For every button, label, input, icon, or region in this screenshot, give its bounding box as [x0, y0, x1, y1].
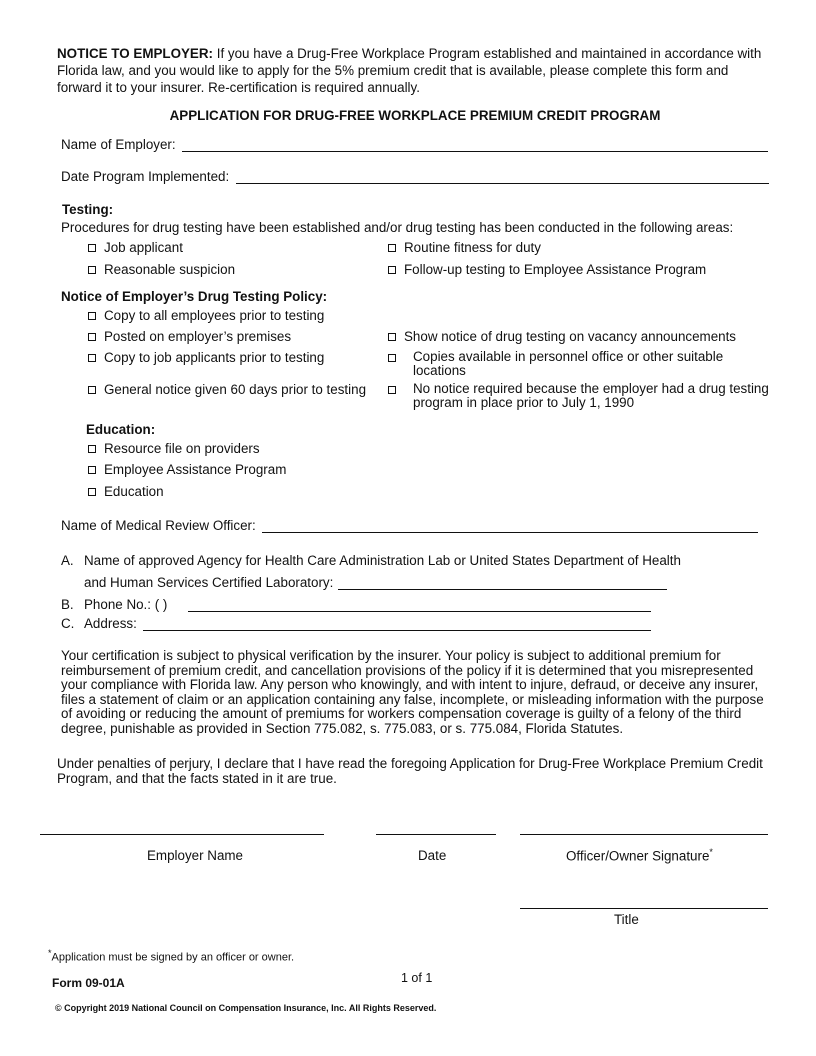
checkbox[interactable]: [388, 386, 396, 394]
checkbox[interactable]: [388, 244, 396, 252]
checkbox[interactable]: [388, 333, 396, 341]
notice-body: If you have a Drug-Free Workplace Program established and maintained in accordance with Florida law, and you would like to apply for the 5% premium credit that is available, please complete this form and forward it to your insurer. Re-certification is required annually.: [57, 46, 762, 95]
title-caption: Title: [614, 912, 639, 927]
checkbox[interactable]: [88, 244, 96, 252]
testing-option-job-applicant[interactable]: Job applicant: [88, 240, 183, 255]
mro-label: Name of Medical Review Officer:: [61, 518, 256, 533]
certification-paragraph: Your certification is subject to physical verification by the insurer. Your policy is subject to additional premium for reimbursement of premium credit, and cancellation provisions of the policy if it is determined that you misrepresented your compliance with Florida law. Any person who knowingly, and with intent to injure, defraud, or deceive any insurer, files a statement of claim or an application containing any false, incomplete, or misleading information with the purpose of avoiding or reducing the amount of premiums for workers compensation coverage is guilty of a felony of the third degree, punishable as provided in Section 775.082, s. 775.083, or s. 775.084, Florida Statutes.: [61, 648, 764, 736]
lab-a-line2: and Human Services Certified Laboratory:: [84, 575, 334, 590]
checkbox[interactable]: [88, 445, 96, 453]
policy-heading: Notice of Employer’s Drug Testing Policy:: [61, 289, 328, 304]
policy-option-vacancy-announcements[interactable]: Show notice of drug testing on vacancy announcements: [388, 329, 736, 344]
policy-option-no-notice-required[interactable]: No notice required because the employer had a drug testing program in place prior to July 1, 1990: [388, 382, 773, 410]
lab-name-field[interactable]: [338, 589, 667, 590]
date-caption: Date: [418, 848, 447, 863]
checkbox[interactable]: [88, 386, 96, 394]
checkbox[interactable]: [388, 266, 396, 274]
employer-name-label: Name of Employer:: [61, 137, 176, 152]
checkbox[interactable]: [88, 312, 96, 320]
officer-signature-caption: Officer/Owner Signature*: [566, 847, 713, 864]
page-title: APPLICATION FOR DRUG-FREE WORKPLACE PREMIUM CREDIT PROGRAM: [169, 108, 661, 123]
notice-heading: NOTICE TO EMPLOYER:: [57, 46, 213, 61]
lab-a-marker: A.: [61, 553, 74, 568]
education-option-education[interactable]: Education: [88, 484, 164, 499]
testing-intro: Procedures for drug testing have been established and/or drug testing has been conducted in the following areas:: [61, 220, 734, 235]
testing-option-reasonable-suspicion[interactable]: Reasonable suspicion: [88, 262, 235, 277]
employer-name-signature-line[interactable]: [40, 834, 324, 835]
title-signature-line[interactable]: [520, 908, 768, 909]
phone-field[interactable]: [188, 611, 651, 612]
page-number: 1 of 1: [401, 971, 433, 985]
employer-name-caption: Employer Name: [147, 848, 243, 863]
address-field[interactable]: [143, 630, 651, 631]
date-signature-line[interactable]: [376, 834, 496, 835]
footnote: *Application must be signed by an officer or owner.: [48, 948, 295, 964]
date-implemented-field[interactable]: [236, 183, 769, 184]
policy-option-copies-personnel-office[interactable]: Copies available in personnel office or other suitable locations: [388, 350, 753, 378]
testing-option-routine-fitness[interactable]: Routine fitness for duty: [388, 240, 541, 255]
lab-a-line1: Name of approved Agency for Health Care Administration Lab or United States Department of Health: [84, 553, 681, 568]
mro-field[interactable]: [262, 532, 758, 533]
policy-option-copy-job-applicants[interactable]: Copy to job applicants prior to testing: [88, 350, 324, 365]
checkbox[interactable]: [388, 354, 396, 362]
checkbox[interactable]: [88, 266, 96, 274]
address-label: Address:: [84, 616, 137, 631]
policy-option-general-notice[interactable]: General notice given 60 days prior to testing: [88, 382, 366, 397]
testing-heading: Testing:: [62, 202, 114, 217]
copyright: © Copyright 2019 National Council on Compensation Insurance, Inc. All Rights Reserved.: [55, 1003, 437, 1013]
checkbox[interactable]: [88, 466, 96, 474]
lab-b-marker: B.: [61, 597, 74, 612]
perjury-paragraph: Under penalties of perjury, I declare that I have read the foregoing Application for Drug-Free Workplace Premium Credit Program, and that the facts stated in it are true.: [57, 756, 763, 786]
checkbox[interactable]: [88, 333, 96, 341]
lab-c-marker: C.: [61, 616, 75, 631]
education-heading: Education:: [86, 422, 156, 437]
employer-name-field[interactable]: [182, 151, 768, 152]
checkbox[interactable]: [88, 354, 96, 362]
policy-option-copy-all-employees[interactable]: Copy to all employees prior to testing: [88, 308, 324, 323]
policy-option-posted-premises[interactable]: Posted on employer’s premises: [88, 329, 291, 344]
phone-label: Phone No.: ( ): [84, 597, 168, 612]
date-implemented-label: Date Program Implemented:: [61, 169, 230, 184]
form-number: Form 09-01A: [52, 976, 125, 990]
checkbox[interactable]: [88, 488, 96, 496]
testing-option-follow-up[interactable]: Follow-up testing to Employee Assistance Program: [388, 262, 706, 277]
footnote-asterisk: *: [709, 847, 713, 857]
education-option-eap[interactable]: Employee Assistance Program: [88, 462, 286, 477]
notice-paragraph: [57, 45, 769, 96]
education-option-resource-file[interactable]: Resource file on providers: [88, 441, 260, 456]
officer-signature-line[interactable]: [520, 834, 768, 835]
